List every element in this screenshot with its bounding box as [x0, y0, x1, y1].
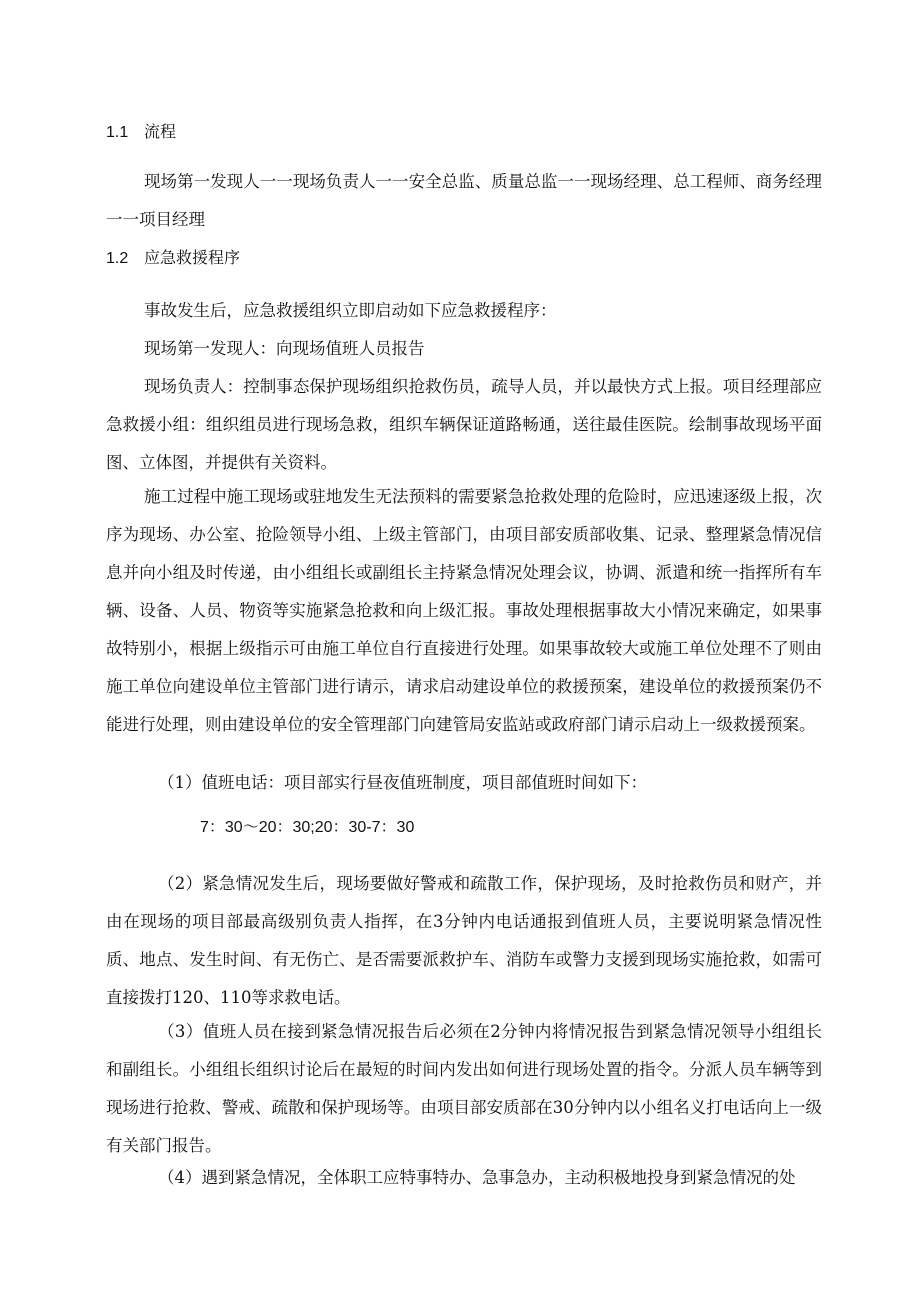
paragraph-emergency-2: （2）紧急情况发生后，现场要做好警戒和疏散工作，保护现场，及时抢救伤员和财产，并由在现场的项目部最高级别负责人指挥，在3分钟内电话通报到值班人员，主要说明紧急情况性质、地点、发生时间、有无伤亡、是否需要派救护车、消防车或警力支援到现场实施抢救，如需可直接拨打120、110等求救电话。	[106, 874, 822, 1007]
paragraph-first-finder: 现场第一发现人：向现场值班人员报告	[144, 339, 425, 358]
section-heading-1-2	[106, 248, 240, 269]
paragraph-reporting: 施工过程中施工现场或驻地发生无法预料的需要紧急抢救处理的危险时，应迅速逐级上报，次序为现场、办公室、抢险领导小组、上级主管部门，由项目部安质部收集、记录、整理紧急情况信息并向小组及时传递，由小组组长或副组长主持紧急情况处理会议，协调、派遣和统一指挥所有车辆、设备、人员、物资等实施紧急抢救和向上级汇报。事故处理根据事故大小情况来确定，如果事故特别小，根据上级指示可由施工单位自行直接进行处理。如果事故较大或施工单位处理不了则由施工单位向建设单位主管部门进行请示，请求启动建设单位的救援预案，建设单位的救援预案仍不能进行处理，则由建设单位的安全管理部门向建管局安监站或政府部门请示启动上一级救援预案。	[106, 487, 822, 734]
paragraph-procedure-intro: 事故发生后，应急救援组织立即启动如下应急救援程序：	[144, 301, 557, 320]
section-title: 流程	[144, 122, 177, 141]
section-number: 1.2	[106, 250, 129, 267]
section-title: 应急救援程序	[144, 248, 241, 267]
section-heading-1-1	[106, 122, 176, 143]
paragraph-site-leader: 现场负责人：控制事态保护现场组织抢救伤员，疏导人员，并以最快方式上报。项目经理部应急救援小组：组织组员进行现场急救，组织车辆保证道路畅通，送往最佳医院。绘制事故现场平面图、立体图，并提供有关资料。	[106, 377, 822, 472]
paragraph-duty-phone: （1）值班电话：项目部实行昼夜值班制度，项目部值班时间如下：	[158, 773, 647, 792]
duty-time: 7：30～20：30;20：30-7：30	[200, 819, 415, 836]
paragraph-emergency-3: （3）值班人员在接到紧急情况报告后必须在2分钟内将情况报告到紧急情况领导小组组长和副组长。小组组长组织讨论后在最短的时间内发出如何进行现场处置的指令。分派人员车辆等到现场进行抢救、警戒、疏散和保护现场等。由项目部安质部在30分钟内以小组名义打电话向上一级有关部门报告。	[106, 1022, 822, 1155]
paragraph-emergency-4: （4）遇到紧急情况，全体职工应特事特办、急事急办，主动积极地投身到紧急情况的处	[158, 1168, 796, 1187]
section-number: 1.1	[106, 124, 129, 141]
flow-paragraph: 现场第一发现人一一现场负责人一一安全总监、质量总监一一现场经理、总工程师、商务经理一一项目经理	[106, 172, 822, 229]
